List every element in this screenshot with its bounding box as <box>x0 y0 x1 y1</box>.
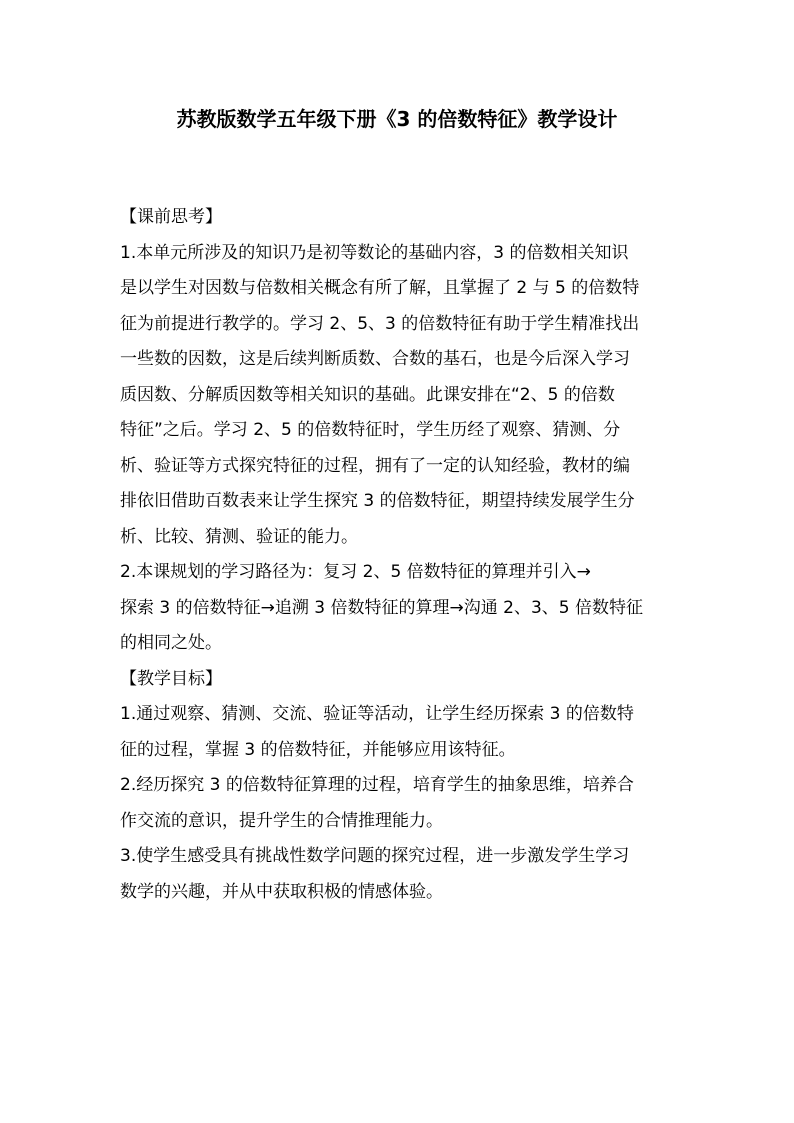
document-body <box>120 200 676 910</box>
paragraph-line: 探索 3 的倍数特征→追溯 3 倍数特征的算理→沟通 2、3、5 倍数特征 <box>120 597 643 618</box>
paragraph-line: 是以学生对因数与倍数相关概念有所了解，且掌握了 2 与 5 的倍数特 <box>120 278 640 298</box>
paragraph-line: 的相同之处。 <box>120 633 222 653</box>
paragraph-line: 排依旧借助百数表来让学生探究 3 的倍数特征，期望持续发展学生分 <box>120 491 635 511</box>
paragraph-line: 数学的兴趣，并从中获取积极的情感体验。 <box>120 881 443 902</box>
paragraph-line: 2.本课规划的学习路径为：复习 2、5 倍数特征的算理并引入→ <box>120 562 591 582</box>
paragraph-line: 3.使学生感受具有挑战性数学问题的探究过程，进一步激发学生学习 <box>120 846 630 866</box>
paragraph-line: 质因数、分解质因数等相关知识的基础。此课安排在“2、5 的倍数 <box>120 384 615 405</box>
paragraph-line: 征的过程，掌握 3 的倍数特征，并能够应用该特征。 <box>120 739 516 760</box>
section-heading-pre-class-thinking: 【课前思考】 <box>120 207 222 227</box>
paragraph-line: 析、验证等方式探究特征的过程，拥有了一定的认知经验，教材的编 <box>120 455 630 476</box>
document-title: 苏教版数学五年级下册《3 的倍数特征》教学设计 <box>176 107 618 131</box>
paragraph-line: 2.经历探究 3 的倍数特征算理的过程，培育学生的抽象思维，培养合 <box>120 775 634 795</box>
paragraph-line: 1.通过观察、猜测、交流、验证等活动，让学生经历探索 3 的倍数特 <box>120 704 634 724</box>
paragraph-line: 特征”之后。学习 2、5 的倍数特征时，学生历经了观察、猜测、分 <box>120 420 621 440</box>
paragraph-line: 析、比较、猜测、验证的能力。 <box>120 526 358 547</box>
paragraph-line: 1.本单元所涉及的知识乃是初等数论的基础内容，3 的倍数相关知识 <box>120 242 629 263</box>
paragraph-line: 作交流的意识，提升学生的合情推理能力。 <box>120 810 443 831</box>
section-heading-teaching-objectives: 【教学目标】 <box>120 668 222 689</box>
paragraph-line: 征为前提进行教学的。学习 2、5、3 的倍数特征有助于学生精准找出 <box>120 313 640 334</box>
paragraph-line: 一些数的因数，这是后续判断质数、合数的基石，也是今后深入学习 <box>120 349 630 369</box>
